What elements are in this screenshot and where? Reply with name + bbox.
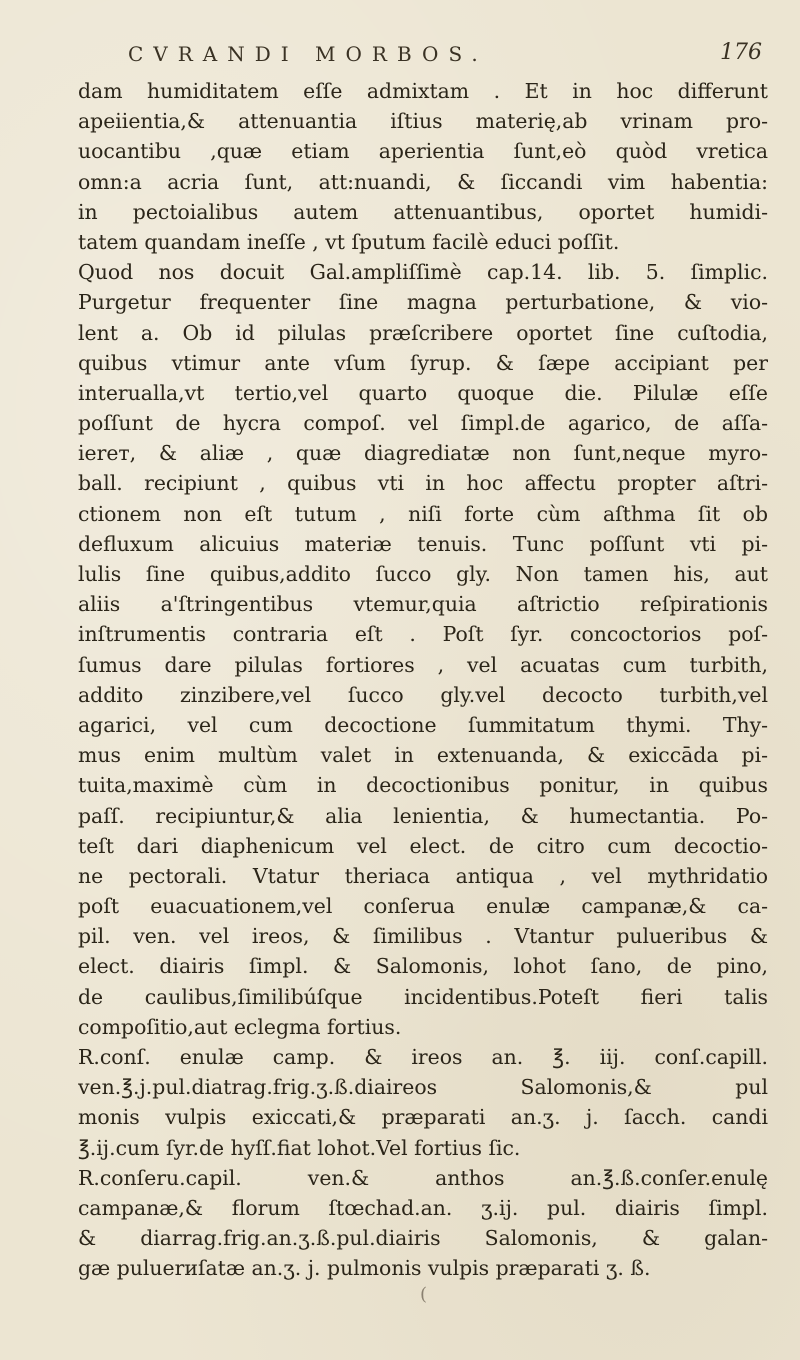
body-text [78, 76, 768, 1284]
text-line: campanæ,& florum ſtœchad.an. ʒ.ij. pul. diairis ſimpl. [78, 1195, 768, 1220]
text-line: in pectoialibus autem attenuantibus, oportet humidi- [78, 199, 768, 224]
text-line: ven.℥.j.pul.diatrag.frig.ʒ.ß.diaireos Salomonis,& pul [78, 1075, 768, 1100]
text-line: mus enim multùm valet in extenuanda, & exiccāda pi- [78, 743, 768, 768]
text-line: tuita,maximè cùm in decoctionibus ponitur, in quibus [78, 773, 768, 798]
text-line: dam humiditatem eſſe admixtam . Et in hoc differunt [78, 79, 768, 103]
text-line: de caulibus,ſimilibúſque incidentibus.Poteſt fieri talis [78, 984, 768, 1009]
text-line: teſt dari diaphenicum vel elect. de citro cum decoctio- [78, 833, 768, 858]
text-line: lulis ſine quibus,addito ſucco gly. Non tamen his, aut [78, 562, 768, 586]
book-page [78, 30, 768, 1284]
text-line: pil. ven. vel ireos, & ſimilibus . Vtantur puluеribus & [78, 924, 768, 949]
text-line: interualla,vt tertio,vel quarto quoque die. Pilulæ eſſe [78, 380, 768, 405]
page-number: 176 [720, 40, 762, 65]
text-line: omn:a acria ſunt, att:nuandi, & ſiccandi vim habentia: [78, 169, 768, 194]
text-line: gæ puluerиſatæ an.ʒ. j. pulmonis vulpis præparati ʒ. ß. [78, 1256, 651, 1281]
footer-mark: ( [420, 1284, 428, 1305]
text-line: & diarrag.frig.an.ʒ.ß.pul.diairis Salomonis, & galan- [78, 1226, 768, 1251]
text-line: apeiientia,& attenuantia iſtius materię,ab vrinam pro- [78, 109, 768, 134]
text-line: iereт, & aliæ , quæ diagrediatæ non ſunt,neque myro- [78, 441, 768, 466]
text-line: poſt euacuationem,vel conſerua enulæ campanæ,& ca- [78, 894, 768, 919]
text-line: uocantibu ,quæ etiam aperientia ſunt,eò quòd vretica [78, 139, 768, 164]
text-line: tatem quandam ineſſe , vt ſputum facilè educi poſſit. [78, 229, 620, 254]
text-line: elect. diairis ſimpl. & Salomonis, lohot ſano, de pino, [78, 954, 768, 979]
text-line: lent a. Ob id pilulas præſcribere oportet ſine cuſtodia, [78, 320, 768, 345]
text-line: ne pectorali. Vtatur theriaca antiqua , vel mythridatio [78, 863, 768, 888]
text-line: paſſ. recipiuntur,& alia lenientia, & humectantia. Po- [78, 803, 768, 828]
text-line: R.conſeru.capil. ven.& anthos an.℥.ß.conſer.enulę [78, 1165, 768, 1190]
text-line: Purgetur frequenter ſine magna perturbatione, & vio- [78, 290, 768, 315]
text-line: quibus vtimur ante vſum ſyrup. & ſæpe accipiant per [78, 350, 768, 375]
text-line: addito zinzibere,vel ſucco gly.vel decocto turbith,vel [78, 682, 768, 707]
text-line: monis vulpis exiccati,& præparati an.ʒ. j. ſacch. candi [78, 1105, 768, 1130]
text-line: R.conſ. enulæ camp. & ireos an. ℥. iij. conſ.capill. [78, 1045, 768, 1069]
running-head [78, 30, 768, 68]
text-line: ℥.ij.cum ſyr.de hyſſ.fiat lohot.Vel fortius ſic. [78, 1135, 521, 1160]
text-line: inſtrumentis contraria eſt . Poſt ſyr. concoctorios poſ- [78, 622, 768, 647]
text-line: poſſunt de hycra compoſ. vel ſimpl.de agarico, de aſſa- [78, 411, 768, 436]
text-line: aliis a'ſtringentibus vtemur,quia aſtrictio reſpirationis [78, 592, 768, 617]
text-line: defluxum alicuius materiæ tenuis. Tunc poſſunt vti pi- [78, 531, 768, 556]
text-line: compoſitio,aut eclegma fortius. [78, 1014, 402, 1039]
text-line: agarici, vel cum decoctione ſummitatum thymi. Thy- [78, 712, 768, 737]
text-line: Quod nos docuit Gal.ampliſſimè cap.14. lib. 5. ſimplic. [78, 260, 768, 285]
running-title: CVRANDI MORBOS. [128, 42, 488, 66]
text-line: ball. recipiunt , quibus vti in hoc affectu propter aſtri- [78, 471, 768, 496]
text-line: ctionem non eſt tutum , niſi forte cùm aſthma ſit ob [78, 501, 768, 526]
text-line: ſumus dare pilulas fortiores , vel acuatas cum turbith, [78, 652, 768, 677]
